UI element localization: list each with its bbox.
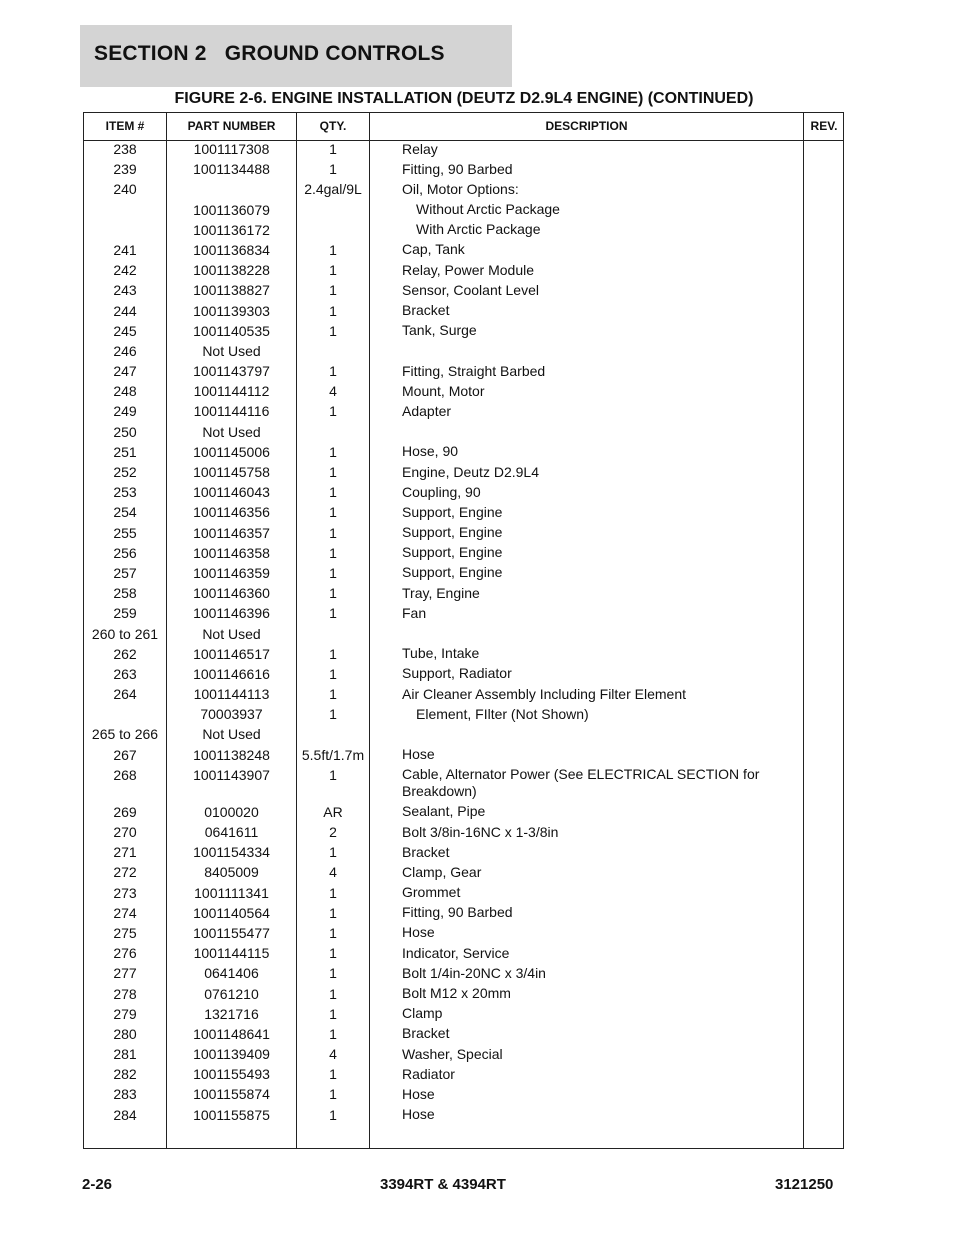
description-cell: Support, Engine xyxy=(402,544,503,561)
table-row xyxy=(84,502,843,522)
description-cell: Bolt M12 x 20mm xyxy=(402,985,511,1001)
part-number-cell: 1001139409 xyxy=(193,1046,270,1063)
description-cell: With Arctic Package xyxy=(416,221,541,238)
qty-cell: 1 xyxy=(329,241,337,258)
table-row xyxy=(84,802,843,822)
qty-cell: 1 xyxy=(329,884,337,901)
section-title: SECTION 2 GROUND CONTROLS xyxy=(94,42,445,65)
part-number-cell: 1001144116 xyxy=(193,403,270,420)
part-number-cell: 1001136079 xyxy=(193,201,270,218)
qty-cell: 1 xyxy=(329,464,337,480)
qty-cell: 1 xyxy=(329,262,337,279)
item-cell: 239 xyxy=(113,161,137,178)
item-cell: 265 to 266 xyxy=(91,726,159,743)
item-cell: 251 xyxy=(113,443,137,460)
table-row xyxy=(84,280,843,300)
item-cell: 280 xyxy=(113,1025,137,1042)
table-row xyxy=(84,984,843,1004)
table-row xyxy=(84,745,843,765)
column-header-qty: QTY. xyxy=(319,119,347,133)
item-cell: 277 xyxy=(113,965,137,982)
part-number-cell: 1001146360 xyxy=(193,585,270,602)
item-cell: 281 xyxy=(113,1046,137,1063)
part-number-cell: 0641406 xyxy=(204,965,259,982)
part-number-cell: 1001138827 xyxy=(193,282,270,299)
description-cell: Tray, Engine xyxy=(402,584,480,601)
table-row xyxy=(84,321,843,341)
qty-cell: 1 xyxy=(329,706,337,723)
qty-cell: 1 xyxy=(329,504,337,521)
qty-cell: 1 xyxy=(329,141,337,157)
description-cell: Bolt 1/4in-20NC x 3/4in xyxy=(402,964,546,981)
item-cell: 252 xyxy=(113,464,137,480)
description-cell: Coupling, 90 xyxy=(402,483,481,500)
part-number-cell: 1001155875 xyxy=(193,1106,270,1123)
part-number-cell: 1001117308 xyxy=(193,141,270,157)
qty-cell: 1 xyxy=(329,403,337,420)
description-cell: Hose xyxy=(402,1085,435,1102)
part-number-cell: 1001144113 xyxy=(193,686,270,703)
description-cell: Clamp xyxy=(402,1005,443,1022)
part-number-cell: 1001140564 xyxy=(193,904,270,921)
table-row xyxy=(84,883,843,903)
qty-cell: 1 xyxy=(329,1025,337,1042)
description-cell xyxy=(402,624,802,626)
part-number-cell: Not Used xyxy=(202,423,261,440)
column-header-part-number: PART NUMBER xyxy=(187,119,276,133)
item-cell: 275 xyxy=(113,924,137,941)
item-cell: 273 xyxy=(113,884,137,901)
item-cell: 245 xyxy=(113,322,137,339)
part-number-cell: 1001138228 xyxy=(193,262,270,279)
table-row xyxy=(84,1044,843,1064)
description-cell: Bracket xyxy=(402,843,450,860)
table-row xyxy=(84,842,843,862)
table-row xyxy=(84,159,843,179)
description-cell: Hose xyxy=(402,746,435,763)
table-row xyxy=(84,624,843,644)
item-cell: 243 xyxy=(113,282,137,299)
part-number-cell: 1001146517 xyxy=(193,645,270,662)
part-number-cell: 1001146356 xyxy=(193,504,270,521)
item-cell: 247 xyxy=(113,363,137,380)
qty-cell: 1 xyxy=(329,1086,337,1103)
table-row xyxy=(84,644,843,664)
item-cell: 264 xyxy=(113,686,137,703)
description-cell: Element, FIlter (Not Shown) xyxy=(416,705,589,722)
description-cell: Indicator, Service xyxy=(402,944,510,961)
part-number-cell: 0641611 xyxy=(204,824,259,840)
qty-cell: 1 xyxy=(329,686,337,703)
part-number-cell: 1001146357 xyxy=(193,524,270,541)
table-row xyxy=(84,1084,843,1104)
part-number-cell: 1001140535 xyxy=(193,322,270,339)
part-number-cell: 1001143907 xyxy=(193,766,270,783)
qty-cell: 1 xyxy=(329,322,337,339)
description-cell xyxy=(402,724,802,726)
description-cell: Relay, Power Module xyxy=(402,261,535,278)
qty-cell: 2 xyxy=(329,824,337,840)
table-row xyxy=(84,765,843,802)
item-cell: 253 xyxy=(113,484,137,501)
item-cell: 255 xyxy=(113,524,137,541)
description-cell: Support, Engine xyxy=(402,524,503,541)
description-cell: Cap, Tank xyxy=(402,241,465,258)
part-number-cell: 1001134488 xyxy=(193,161,270,178)
qty-cell: 1 xyxy=(329,965,337,982)
part-number-cell: 1001145006 xyxy=(193,443,270,460)
qty-cell: 1 xyxy=(329,1005,337,1022)
item-cell: 267 xyxy=(113,746,137,763)
part-number-cell: Not Used xyxy=(202,342,261,359)
part-number-cell: 1001155493 xyxy=(193,1066,270,1083)
qty-cell: 2.4gal/9L xyxy=(304,181,362,198)
description-cell: Cable, Alternator Power (See ELECTRICAL SECTION for Breakdown) xyxy=(402,766,760,799)
description-cell: Fan xyxy=(402,604,427,621)
part-number-cell: 8405009 xyxy=(204,864,259,881)
part-number-cell: 1001154334 xyxy=(193,844,270,861)
qty-cell: 1 xyxy=(329,945,337,962)
description-cell: Bolt 3/8in-16NC x 1-3/8in xyxy=(402,823,559,840)
qty-cell: 1 xyxy=(329,924,337,941)
part-number-cell: 1001136834 xyxy=(193,241,270,258)
description-cell: Fitting, 90 Barbed xyxy=(402,904,513,921)
table-row xyxy=(84,563,843,583)
description-cell: Sealant, Pipe xyxy=(402,803,486,820)
part-number-cell: 1001144115 xyxy=(193,945,270,962)
part-number-cell: 1001138248 xyxy=(193,746,270,763)
table-row xyxy=(84,543,843,563)
item-cell: 262 xyxy=(113,645,137,662)
table-row xyxy=(84,923,843,943)
part-number-cell: 1001155477 xyxy=(193,924,270,941)
item-cell: 276 xyxy=(113,945,137,962)
qty-cell: 1 xyxy=(329,363,337,380)
qty-cell: 1 xyxy=(329,443,337,460)
qty-cell: 1 xyxy=(329,585,337,602)
item-cell: 238 xyxy=(113,141,137,157)
table-row xyxy=(84,462,843,482)
qty-cell: 1 xyxy=(329,564,337,581)
table-row xyxy=(84,523,843,543)
item-cell: 241 xyxy=(113,241,137,258)
item-cell: 258 xyxy=(113,585,137,602)
qty-cell: AR xyxy=(323,803,343,820)
description-cell: Support, Radiator xyxy=(402,665,512,682)
table-row xyxy=(84,1024,843,1044)
table-row xyxy=(84,179,843,199)
part-number-cell: 1001144112 xyxy=(193,383,270,400)
description-cell: Bracket xyxy=(402,302,450,318)
part-number-cell: 70003937 xyxy=(200,706,263,723)
part-number-cell: 1001146358 xyxy=(193,544,270,561)
description-cell: Bracket xyxy=(402,1025,450,1042)
table-row xyxy=(84,1004,843,1024)
description-cell: Grommet xyxy=(402,884,461,901)
description-cell: Engine, Deutz D2.9L4 xyxy=(402,463,539,480)
table-row xyxy=(84,862,843,882)
qty-cell: 5.5ft/1.7m xyxy=(301,746,365,763)
table-row xyxy=(84,200,843,220)
item-cell: 263 xyxy=(113,665,137,682)
item-cell: 246 xyxy=(113,342,137,359)
qty-cell: 1 xyxy=(329,1106,337,1123)
table-row xyxy=(84,684,843,704)
table-row xyxy=(84,583,843,603)
item-cell: 284 xyxy=(113,1106,137,1123)
description-cell: Without Arctic Package xyxy=(416,201,560,218)
description-cell: Clamp, Gear xyxy=(402,863,482,880)
table-row xyxy=(84,1105,843,1125)
description-cell: Adapter xyxy=(402,402,452,419)
description-cell: Sensor, Coolant Level xyxy=(402,281,539,298)
part-number-cell: 1001146616 xyxy=(193,665,270,682)
item-cell: 256 xyxy=(113,544,137,561)
table-row xyxy=(84,903,843,923)
table-row xyxy=(84,422,843,442)
document-number: 3121250 xyxy=(775,1176,834,1193)
description-cell: Hose, 90 xyxy=(402,443,459,460)
item-cell: 279 xyxy=(113,1005,137,1022)
part-number-cell: 1001143797 xyxy=(193,363,270,380)
part-number-cell: 0100020 xyxy=(204,803,259,820)
description-cell: Tube, Intake xyxy=(402,645,480,662)
qty-cell: 1 xyxy=(329,985,337,1002)
table-row xyxy=(84,381,843,401)
table-row xyxy=(84,139,843,159)
page-number: 2-26 xyxy=(82,1176,113,1193)
table-row xyxy=(84,482,843,502)
description-cell: Washer, Special xyxy=(402,1045,503,1062)
figure-title: FIGURE 2-6. ENGINE INSTALLATION (DEUTZ D2.9L4 ENGINE) (CONTINUED) xyxy=(174,90,754,107)
qty-cell: 4 xyxy=(329,383,337,400)
table-row xyxy=(84,704,843,724)
qty-cell: 1 xyxy=(329,904,337,921)
table-body xyxy=(84,139,843,1125)
model-name: 3394RT & 4394RT xyxy=(380,1176,506,1193)
part-number-cell: 1001146043 xyxy=(193,484,270,501)
table-row xyxy=(84,943,843,963)
table-row xyxy=(84,361,843,381)
description-cell xyxy=(402,422,802,424)
qty-cell: 1 xyxy=(329,282,337,299)
qty-cell: 1 xyxy=(329,161,337,178)
table-row xyxy=(84,301,843,321)
item-cell: 260 to 261 xyxy=(91,625,159,642)
part-number-cell: Not Used xyxy=(202,726,261,743)
table-row xyxy=(84,963,843,983)
part-number-cell: 1001146396 xyxy=(193,605,270,622)
part-number-cell: 1001148641 xyxy=(193,1025,270,1042)
qty-cell: 1 xyxy=(329,524,337,541)
column-header-rev: REV. xyxy=(810,119,838,133)
item-cell: 271 xyxy=(113,844,137,861)
part-number-cell: 0761210 xyxy=(204,985,259,1002)
qty-cell: 1 xyxy=(329,645,337,662)
column-header-description: DESCRIPTION xyxy=(545,119,628,133)
description-cell: Relay xyxy=(402,140,438,157)
part-number-cell: 1321716 xyxy=(204,1005,259,1022)
item-cell: 244 xyxy=(113,302,137,319)
description-cell: Air Cleaner Assembly Including Filter Element xyxy=(402,685,687,702)
table-row xyxy=(84,260,843,280)
qty-cell: 1 xyxy=(329,665,337,682)
description-cell: Support, Engine xyxy=(402,503,503,520)
qty-cell: 4 xyxy=(329,864,337,881)
table-row xyxy=(84,442,843,462)
item-cell: 257 xyxy=(113,564,137,581)
table-row xyxy=(84,401,843,421)
item-cell: 254 xyxy=(113,504,137,521)
description-cell: Fitting, Straight Barbed xyxy=(402,362,546,379)
qty-cell: 1 xyxy=(329,1066,337,1083)
description-cell: Hose xyxy=(402,1106,435,1123)
section-banner xyxy=(80,25,512,87)
description-cell: Mount, Motor xyxy=(402,382,485,399)
part-number-cell: 1001139303 xyxy=(193,302,270,319)
item-cell: 250 xyxy=(113,423,137,440)
part-number-cell: 1001146359 xyxy=(193,564,270,581)
part-number-cell: 1001111341 xyxy=(194,884,269,901)
table-row xyxy=(84,1064,843,1084)
item-cell: 283 xyxy=(113,1086,137,1103)
qty-cell: 1 xyxy=(329,484,337,501)
item-cell: 259 xyxy=(113,605,137,622)
table-row xyxy=(84,603,843,623)
table-row xyxy=(84,220,843,240)
item-cell: 272 xyxy=(113,864,137,881)
table-row xyxy=(84,724,843,744)
part-number-cell: 1001145758 xyxy=(193,464,270,480)
description-cell: Oil, Motor Options: xyxy=(402,180,519,197)
qty-cell: 1 xyxy=(329,766,337,783)
item-cell: 274 xyxy=(113,904,137,921)
item-cell: 240 xyxy=(113,181,137,198)
item-cell: 248 xyxy=(113,383,137,400)
description-cell: Tank, Surge xyxy=(402,322,477,339)
item-cell: 242 xyxy=(113,262,137,279)
description-cell: Fitting, 90 Barbed xyxy=(402,160,513,177)
qty-cell: 4 xyxy=(329,1046,337,1063)
table-row xyxy=(84,822,843,842)
parts-table xyxy=(83,112,844,1149)
item-cell: 268 xyxy=(113,766,137,783)
qty-cell: 1 xyxy=(329,844,337,861)
description-cell: Support, Engine xyxy=(402,564,503,581)
part-number-cell: 1001155874 xyxy=(193,1086,270,1103)
item-cell: 278 xyxy=(113,985,137,1002)
table-row xyxy=(84,341,843,361)
description-cell: Radiator xyxy=(402,1065,455,1082)
part-number-cell: Not Used xyxy=(202,625,261,642)
part-number-cell: 1001136172 xyxy=(193,221,270,238)
description-cell xyxy=(402,341,802,343)
qty-cell: 1 xyxy=(329,544,337,561)
table-row xyxy=(84,664,843,684)
item-cell: 249 xyxy=(113,403,137,420)
item-cell: 269 xyxy=(113,803,137,820)
item-cell: 270 xyxy=(113,824,137,840)
description-cell: Hose xyxy=(402,924,435,941)
column-header-item: ITEM # xyxy=(105,119,145,133)
item-cell: 282 xyxy=(113,1066,137,1083)
qty-cell: 1 xyxy=(329,605,337,622)
qty-cell: 1 xyxy=(329,302,337,319)
table-row xyxy=(84,240,843,260)
